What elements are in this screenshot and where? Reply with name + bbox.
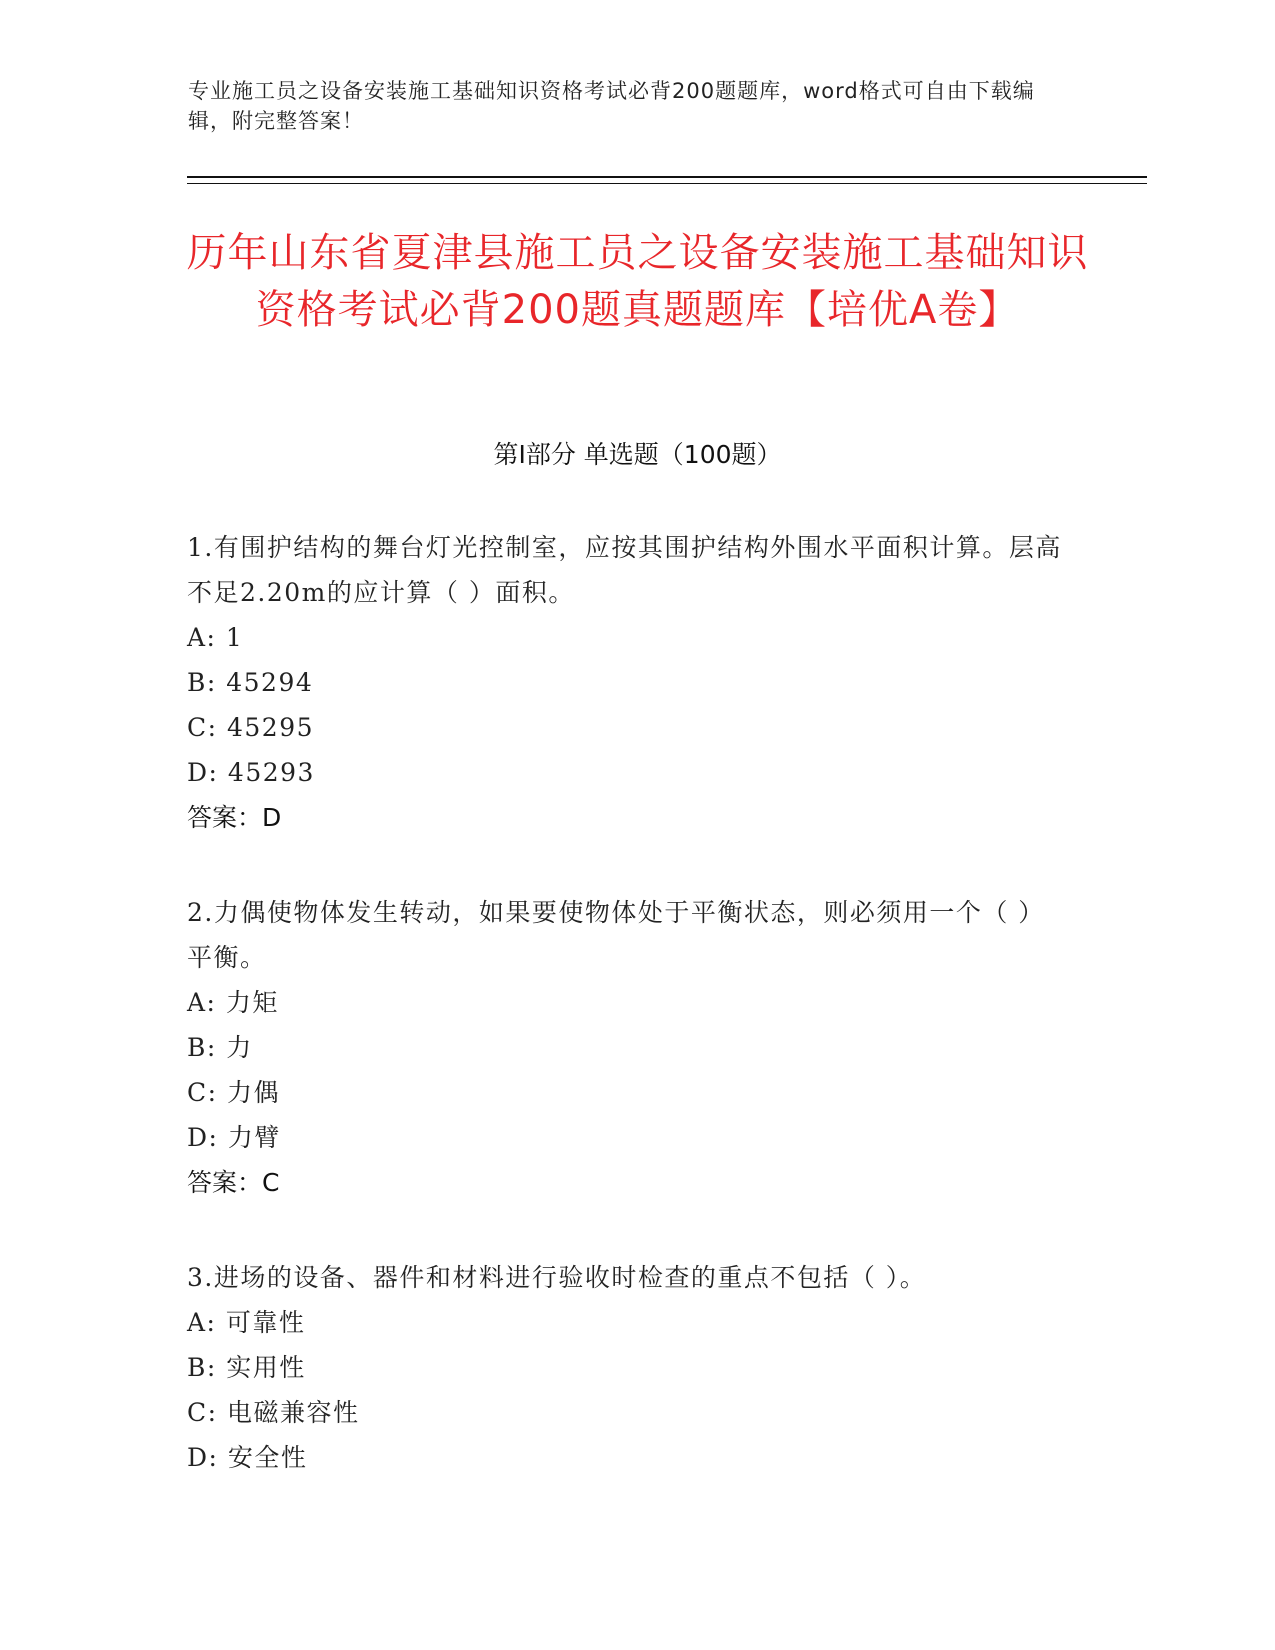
header-note: 专业施工员之设备安装施工基础知识资格考试必背200题题库，word格式可自由下载编辑，附完整答案！ — [188, 79, 1035, 133]
question-3 — [187, 1255, 1067, 1480]
option-c: C: 电磁兼容性 — [187, 1398, 360, 1427]
section-title: 第I部分 单选题（100题） — [493, 440, 782, 469]
question-list — [187, 525, 1067, 1530]
document-title: 历年山东省夏津县施工员之设备安装施工基础知识资格考试必背200题真题题库【培优A卷】 — [186, 230, 1089, 333]
option-a: A: 可靠性 — [187, 1308, 306, 1337]
option-c: C: 力偶 — [187, 1078, 280, 1107]
option-b: B: 实用性 — [187, 1353, 306, 1382]
question-1 — [187, 525, 1067, 840]
option-c: C: 45295 — [187, 713, 315, 742]
question-stem: 3.进场的设备、器件和材料进行验收时检查的重点不包括（ ）。 — [187, 1263, 927, 1292]
option-a: A: 1 — [187, 623, 244, 652]
option-d: D: 安全性 — [187, 1443, 308, 1472]
question-stem: 1.有围护结构的舞台灯光控制室，应按其围护结构外围水平面积计算。层高不足2.20m的应计算（ ）面积。 — [187, 533, 1062, 607]
question-stem: 2.力偶使物体发生转动，如果要使物体处于平衡状态，则必须用一个（ ）平衡。 — [187, 898, 1045, 972]
option-a: A: 力矩 — [187, 988, 279, 1017]
answer: 答案：D — [187, 803, 282, 832]
header-divider-thick — [187, 176, 1147, 178]
question-2 — [187, 890, 1067, 1205]
option-d: D: 45293 — [187, 758, 315, 787]
option-b: B: 45294 — [187, 668, 314, 697]
answer: 答案：C — [187, 1168, 280, 1197]
header-divider-thin — [187, 183, 1147, 184]
option-b: B: 力 — [187, 1033, 253, 1062]
option-d: D: 力臂 — [187, 1123, 281, 1152]
